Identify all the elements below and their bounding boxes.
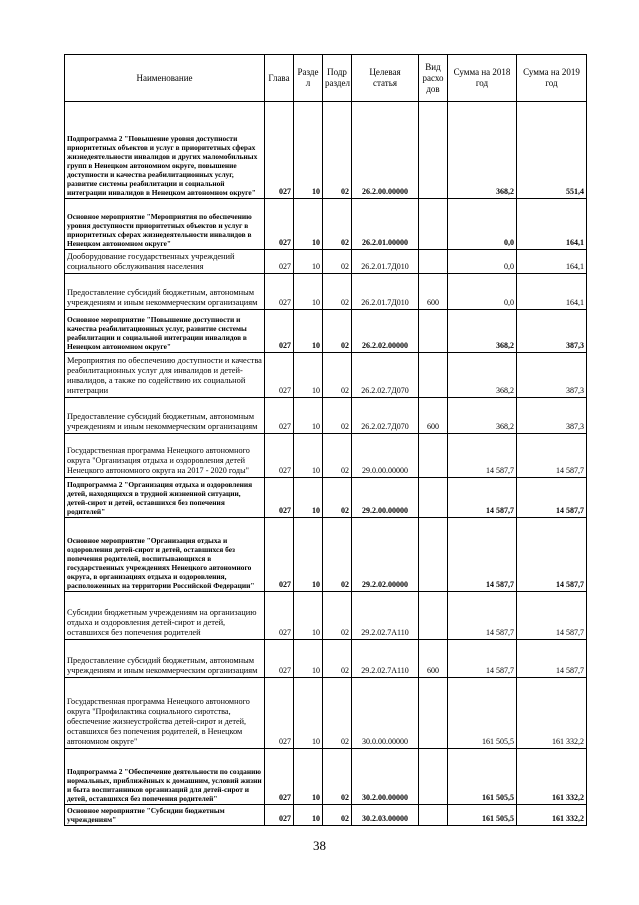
row-sum-2018: 14 587,7 [448, 478, 517, 518]
col-target-header: Целевая статья [352, 55, 419, 102]
row-chapter: 027 [265, 199, 294, 250]
row-section: 10 [294, 102, 323, 199]
row-exptype [419, 353, 448, 398]
row-sum-2019: 14 587,7 [517, 518, 587, 592]
row-sum-2018: 0,0 [448, 274, 517, 310]
row-sum-2019: 161 332,2 [517, 805, 587, 826]
row-name: Подпрограмма 2 "Повышение уровня доступности приоритетных объектов и услуг в приоритетных сферах жизнедеятельности инвалидов и других маломобильных групп в Ненецком автономном округе, повышение доступности и качества реабилитационных услуг, развитие системы реабилитации и социальной интеграции инвалидов в Ненецком автономном округе" [65, 102, 265, 199]
row-subsection: 02 [323, 518, 352, 592]
row-subsection: 02 [323, 478, 352, 518]
row-section: 10 [294, 250, 323, 274]
col-sum2018-header: Сумма на 2018 год [448, 55, 517, 102]
row-sum-2018: 368,2 [448, 102, 517, 199]
table-row [65, 678, 587, 749]
row-sum-2019: 387,3 [517, 398, 587, 434]
row-name: Мероприятия по обеспечению доступности и качества реабилитационных услуг для инвалидов и детей-инвалидов, а также по содействию их социальной интеграции [65, 353, 265, 398]
row-section: 10 [294, 398, 323, 434]
row-subsection: 02 [323, 353, 352, 398]
row-sum-2019: 161 332,2 [517, 678, 587, 749]
table-row [65, 478, 587, 518]
row-exptype [419, 250, 448, 274]
row-subsection: 02 [323, 805, 352, 826]
row-section: 10 [294, 353, 323, 398]
row-section: 10 [294, 805, 323, 826]
row-chapter: 027 [265, 478, 294, 518]
row-name: Предоставление субсидий бюджетным, автономным учреждениям и иным некоммерческим организациям [65, 640, 265, 678]
row-name: Государственная программа Ненецкого автономного округа "Организация отдыха и оздоровления детей Ненецкого автономного округа на 2017 - 2020 годы" [65, 434, 265, 478]
col-name-header: Наименование [65, 55, 265, 102]
row-name: Основное мероприятие "Организация отдыха и оздоровления детей-сирот и детей, оставшихся без попечения родителей, воспитывающихся в государственных учреждениях Ненецкого автономного округа, в организациях отдыха и оздоровления, расположенных на территории Российской Федерации" [65, 518, 265, 592]
header-row [65, 55, 587, 102]
row-target: 26.2.02.00000 [352, 310, 419, 353]
row-chapter: 027 [265, 805, 294, 826]
row-exptype: 600 [419, 640, 448, 678]
table-row [65, 310, 587, 353]
row-section: 10 [294, 749, 323, 805]
row-name: Субсидии бюджетным учреждениям на организацию отдыха и оздоровления детей-сирот и детей, оставшихся без попечения родителей [65, 592, 265, 640]
row-exptype: 600 [419, 398, 448, 434]
table-row [65, 434, 587, 478]
page-number: 38 [313, 838, 326, 853]
row-exptype [419, 749, 448, 805]
col-sum2019-header: Сумма на 2019 год [517, 55, 587, 102]
row-name: Дооборудование государственных учреждений социального обслуживания населения [65, 250, 265, 274]
row-exptype [419, 434, 448, 478]
row-name: Основное мероприятие "Повышение доступности и качества реабилитационных услуг, развитие системы реабилитации и социальной интеграции инвалидов в Ненецком автономном округе" [65, 310, 265, 353]
row-exptype [419, 592, 448, 640]
row-sum-2019: 14 587,7 [517, 478, 587, 518]
table-row [65, 749, 587, 805]
row-chapter: 027 [265, 749, 294, 805]
table-row [65, 805, 587, 826]
row-target: 26.2.01.7Д010 [352, 274, 419, 310]
row-section: 10 [294, 310, 323, 353]
table-row [65, 102, 587, 199]
row-exptype [419, 678, 448, 749]
row-section: 10 [294, 434, 323, 478]
row-name: Предоставление субсидий бюджетным, автономным учреждениям и иным некоммерческим организациям [65, 398, 265, 434]
row-chapter: 027 [265, 518, 294, 592]
row-chapter: 027 [265, 640, 294, 678]
row-target: 29.0.00.00000 [352, 434, 419, 478]
row-sum-2018: 14 587,7 [448, 592, 517, 640]
row-target: 29.2.02.00000 [352, 518, 419, 592]
row-sum-2019: 14 587,7 [517, 592, 587, 640]
row-target: 30.2.03.00000 [352, 805, 419, 826]
row-chapter: 027 [265, 310, 294, 353]
row-sum-2018: 14 587,7 [448, 640, 517, 678]
row-subsection: 02 [323, 250, 352, 274]
table-row [65, 274, 587, 310]
row-exptype [419, 199, 448, 250]
row-name: Предоставление субсидий бюджетным, автономным учреждениям и иным некоммерческим организациям [65, 274, 265, 310]
row-chapter: 027 [265, 678, 294, 749]
row-sum-2018: 161 505,5 [448, 749, 517, 805]
row-exptype [419, 310, 448, 353]
row-name: Основное мероприятие "Мероприятия по обеспечению уровня доступности приоритетных объектов и услуг в приоритетных сферах жизнедеятельности инвалидов в Ненецком автономном округе" [65, 199, 265, 250]
row-target: 29.2.00.00000 [352, 478, 419, 518]
row-subsection: 02 [323, 592, 352, 640]
row-sum-2018: 368,2 [448, 310, 517, 353]
row-section: 10 [294, 274, 323, 310]
table-body [65, 102, 587, 826]
row-subsection: 02 [323, 274, 352, 310]
col-section-header: Разде л [294, 55, 323, 102]
row-chapter: 027 [265, 274, 294, 310]
table-row [65, 199, 587, 250]
row-chapter: 027 [265, 398, 294, 434]
row-target: 29.2.02.7А110 [352, 592, 419, 640]
row-sum-2018: 161 505,5 [448, 805, 517, 826]
row-target: 26.2.01.00000 [352, 199, 419, 250]
row-sum-2019: 551,4 [517, 102, 587, 199]
row-sum-2019: 164,1 [517, 250, 587, 274]
row-chapter: 027 [265, 434, 294, 478]
row-sum-2019: 387,3 [517, 310, 587, 353]
row-section: 10 [294, 199, 323, 250]
col-exptype-header: Вид расхо дов [419, 55, 448, 102]
row-subsection: 02 [323, 749, 352, 805]
row-sum-2018: 14 587,7 [448, 434, 517, 478]
row-exptype [419, 102, 448, 199]
row-target: 30.2.00.00000 [352, 749, 419, 805]
row-sum-2019: 387,3 [517, 353, 587, 398]
row-section: 10 [294, 518, 323, 592]
row-sum-2019: 14 587,7 [517, 434, 587, 478]
row-subsection: 02 [323, 678, 352, 749]
row-subsection: 02 [323, 640, 352, 678]
table-row [65, 640, 587, 678]
row-exptype [419, 518, 448, 592]
row-sum-2018: 14 587,7 [448, 518, 517, 592]
row-chapter: 027 [265, 102, 294, 199]
row-sum-2018: 161 505,5 [448, 678, 517, 749]
row-section: 10 [294, 640, 323, 678]
row-sum-2019: 161 332,2 [517, 749, 587, 805]
row-sum-2018: 368,2 [448, 353, 517, 398]
row-chapter: 027 [265, 250, 294, 274]
row-name: Подпрограмма 2 "Обеспечение деятельности по созданию нормальных, приближённых к домашним, условий жизни и быта воспитанников организаций для детей-сирот и детей, оставшихся без попечения родителей" [65, 749, 265, 805]
row-target: 26.2.02.7Д070 [352, 353, 419, 398]
row-subsection: 02 [323, 310, 352, 353]
row-target: 29.2.02.7А110 [352, 640, 419, 678]
row-subsection: 02 [323, 199, 352, 250]
table-row [65, 592, 587, 640]
row-sum-2018: 368,2 [448, 398, 517, 434]
row-exptype [419, 805, 448, 826]
row-exptype [419, 478, 448, 518]
row-name: Государственная программа Ненецкого автономного округа "Профилактика социального сиротства, обеспечение жизнеустройства детей-сирот и детей, оставшихся без попечения родителей, в Ненецком автономном округе" [65, 678, 265, 749]
col-chapter-header: Глава [265, 55, 294, 102]
row-section: 10 [294, 592, 323, 640]
row-target: 26.2.02.7Д070 [352, 398, 419, 434]
table-row [65, 398, 587, 434]
table-row [65, 518, 587, 592]
row-name: Основное мероприятие "Субсидии бюджетным учреждениям" [65, 805, 265, 826]
table-row [65, 353, 587, 398]
row-target: 26.2.00.00000 [352, 102, 419, 199]
row-chapter: 027 [265, 353, 294, 398]
row-chapter: 027 [265, 592, 294, 640]
row-exptype: 600 [419, 274, 448, 310]
row-target: 26.2.01.7Д010 [352, 250, 419, 274]
row-sum-2018: 0,0 [448, 199, 517, 250]
col-subsection-header: Подр раздел [323, 55, 352, 102]
row-section: 10 [294, 478, 323, 518]
row-sum-2019: 14 587,7 [517, 640, 587, 678]
table-row [65, 250, 587, 274]
row-subsection: 02 [323, 102, 352, 199]
row-name: Подпрограмма 2 "Организация отдыха и оздоровления детей, находящихся в трудной жизненной ситуации, детей-сирот и детей, оставшихся без попечения родителей" [65, 478, 265, 518]
row-sum-2018: 0,0 [448, 250, 517, 274]
row-section: 10 [294, 678, 323, 749]
row-subsection: 02 [323, 434, 352, 478]
row-sum-2019: 164,1 [517, 199, 587, 250]
budget-table [64, 54, 587, 826]
row-subsection: 02 [323, 398, 352, 434]
row-sum-2019: 164,1 [517, 274, 587, 310]
row-target: 30.0.00.00000 [352, 678, 419, 749]
